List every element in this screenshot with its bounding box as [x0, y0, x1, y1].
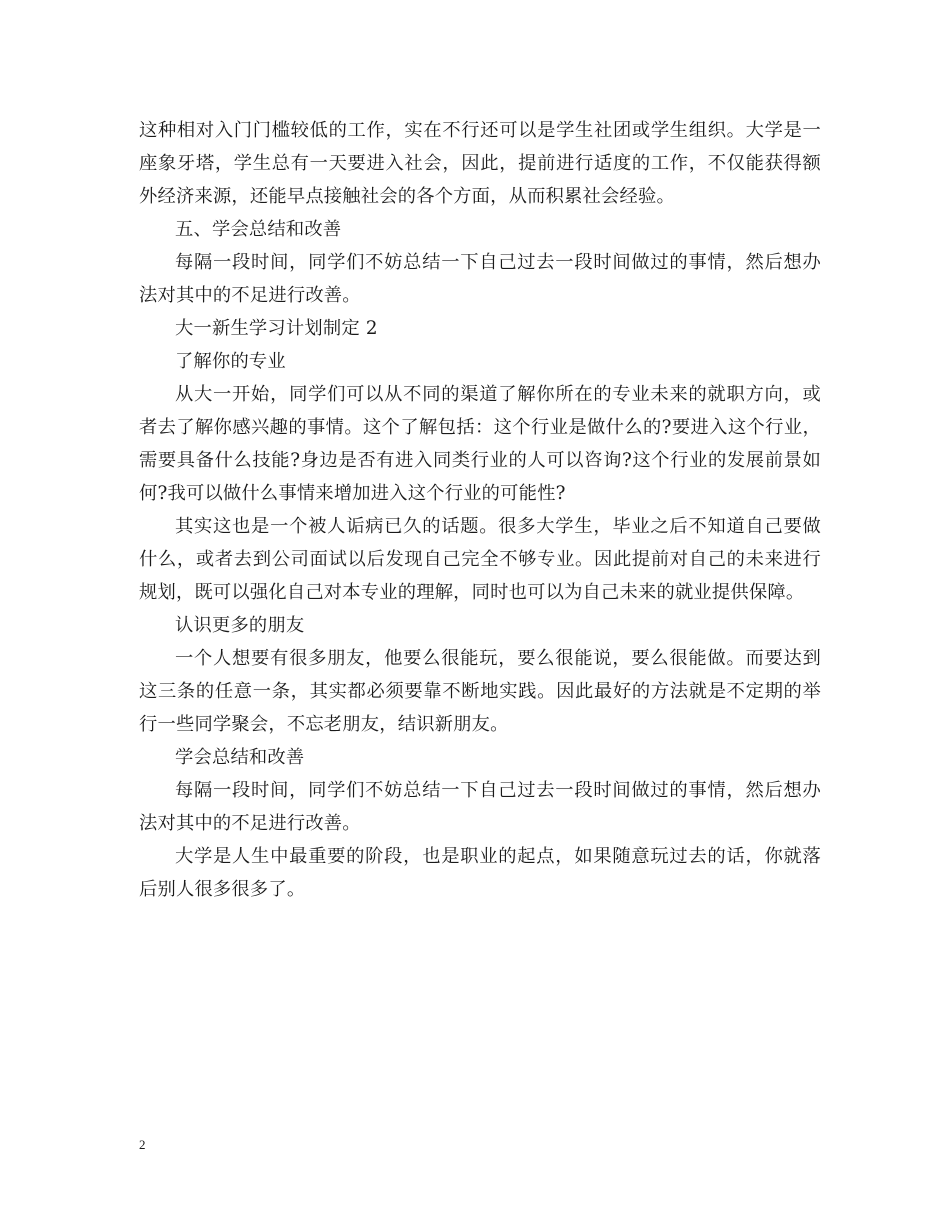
- document-body: [139, 114, 821, 906]
- paragraph-continuation: 这种相对入门门槛较低的工作，实在不行还可以是学生社团或学生组织。大学是一座象牙塔，学生总有一天要进入社会，因此，提前进行适度的工作，不仅能获得额外经济来源，还能早点接触社会的各个方面，从而积累社会经验。: [139, 120, 821, 207]
- paragraph-conclusion: 大学是人生中最重要的阶段，也是职业的起点，如果随意玩过去的话，你就落后别人很多很多了。: [139, 846, 821, 900]
- section-heading-major: 了解你的专业: [175, 351, 286, 372]
- paragraph: 每隔一段时间，同学们不妨总结一下自己过去一段时间做过的事情，然后想办法对其中的不足进行改善。: [139, 252, 821, 306]
- page-number: 2: [139, 1137, 146, 1152]
- paragraph: 每隔一段时间，同学们不妨总结一下自己过去一段时间做过的事情，然后想办法对其中的不足进行改善。: [139, 780, 821, 834]
- section-heading-summarize-2: 学会总结和改善: [175, 747, 305, 768]
- paragraph: 从大一开始，同学们可以从不同的渠道了解你所在的专业未来的就职方向，或者去了解你感兴趣的事情。这个了解包括：这个行业是做什么的?要进入这个行业，需要具备什么技能?身边是否有进入同类行业的人可以咨询?这个行业的发展前景如何?我可以做什么事情来增加进入这个行业的可能性?: [139, 384, 821, 504]
- paragraph: 一个人想要有很多朋友，他要么很能玩，要么很能说，要么很能做。而要达到这三条的任意一条，其实都必须要靠不断地实践。因此最好的方法就是不定期的举行一些同学聚会，不忘老朋友，结识新朋友。: [139, 648, 821, 735]
- section-heading-friends: 认识更多的朋友: [175, 615, 305, 636]
- section-heading-summarize: 五、学会总结和改善: [175, 219, 342, 240]
- article-title: 大一新生学习计划制定 2: [175, 318, 378, 339]
- paragraph: 其实这也是一个被人诟病已久的话题。很多大学生，毕业之后不知道自己要做什么，或者去到公司面试以后发现自己完全不够专业。因此提前对自己的未来进行规划，既可以强化自己对本专业的理解，同时也可以为自己未来的就业提供保障。: [139, 516, 821, 603]
